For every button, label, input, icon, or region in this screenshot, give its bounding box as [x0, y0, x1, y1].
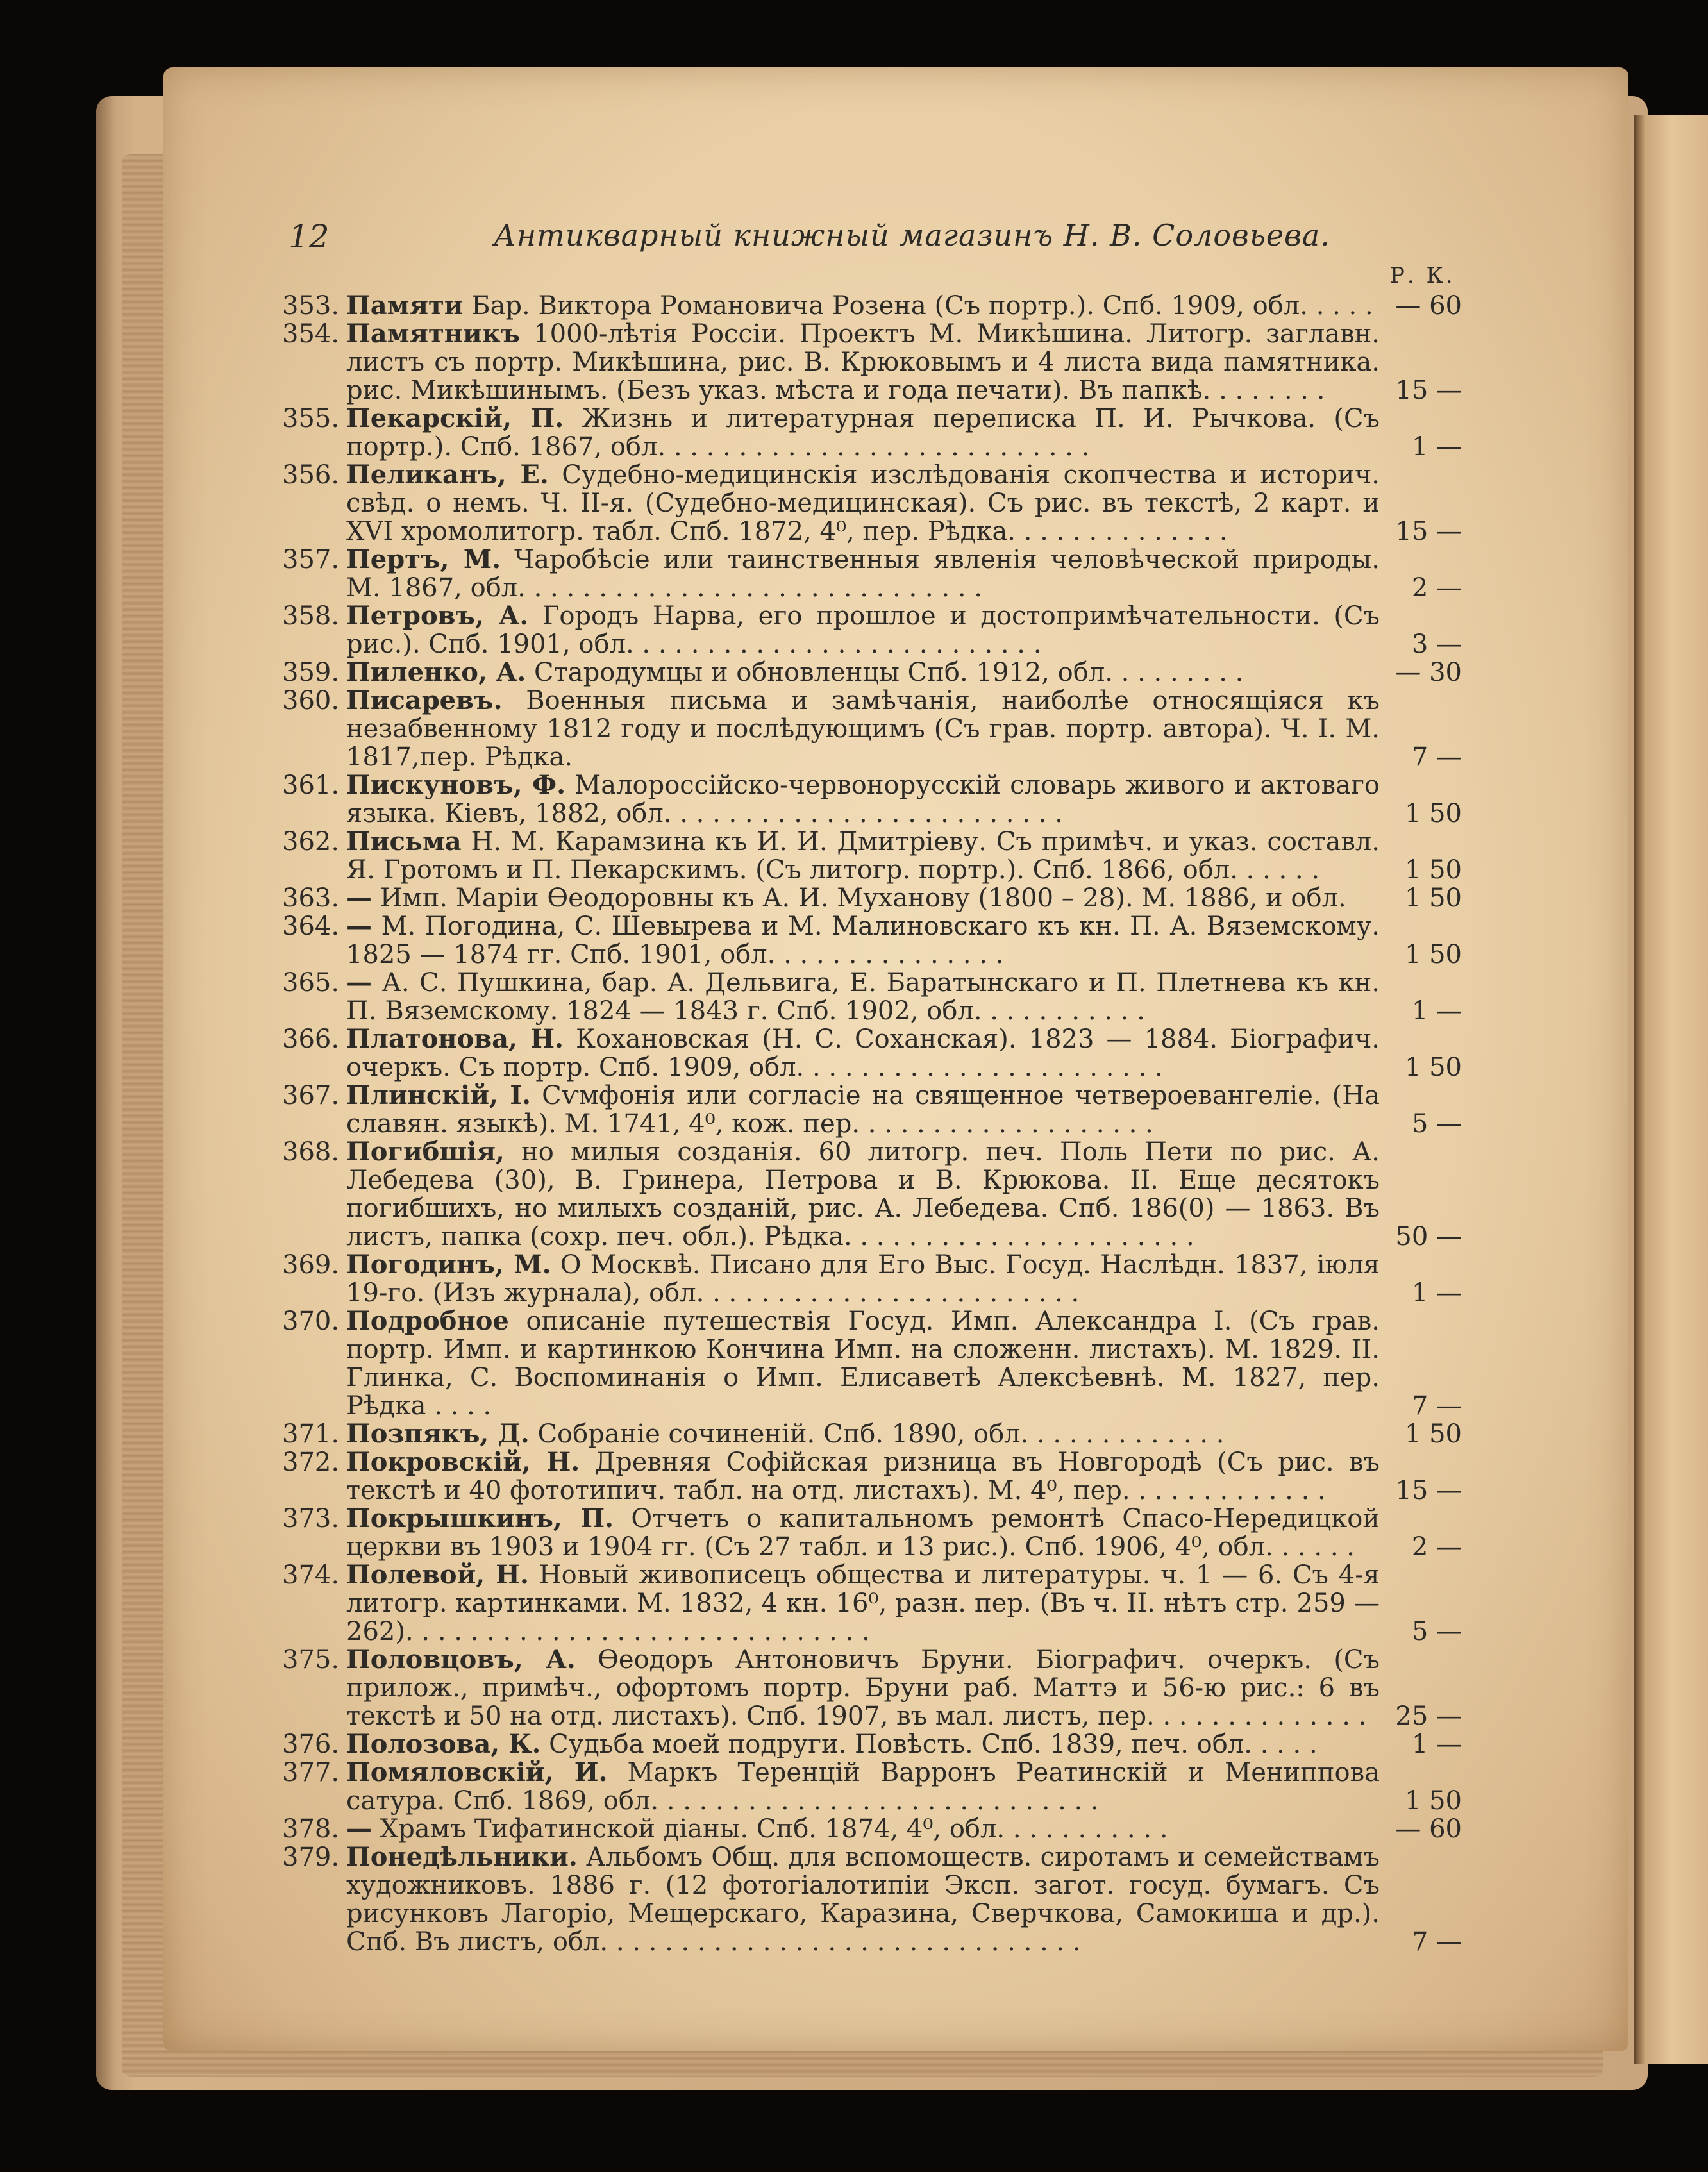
entry-number: 363.	[282, 883, 340, 913]
entry-author: Погодинъ, М.	[346, 1249, 551, 1280]
page-header	[282, 218, 1449, 269]
entry-author: Половцовъ, А.	[346, 1644, 576, 1675]
catalog-entry	[282, 1843, 1462, 1956]
entry-description	[346, 405, 1380, 461]
catalog-entry	[282, 969, 1462, 1025]
entry-author: Пекарскій, П.	[346, 403, 564, 433]
entry-price: 50 —	[1395, 1222, 1462, 1251]
catalog-entry	[282, 1561, 1462, 1646]
catalog-entry	[282, 828, 1462, 884]
entry-price: 1 50	[1404, 855, 1462, 885]
catalog-entry	[282, 602, 1462, 658]
entry-price: 1 50	[1404, 1786, 1462, 1816]
catalog-entry	[282, 1251, 1462, 1307]
entry-text: Чаробѣсіе или таинственныя явленія человѣческой природы. М. 1867, обл. . . . . . . . . . . . . . . . . . . . . . . . . . . . .	[346, 545, 1380, 603]
entry-price: — 60	[1395, 1814, 1462, 1844]
entry-price: 7 —	[1411, 742, 1462, 772]
entry-description	[346, 1843, 1380, 1956]
catalog-entry	[282, 1758, 1462, 1815]
entry-description	[346, 1420, 1380, 1448]
catalog-entry	[282, 658, 1462, 687]
entry-description	[346, 687, 1380, 771]
entry-price: 2 —	[1411, 573, 1462, 603]
entry-text: но милыя созданія. 60 литогр. печ. Поль Пети по рис. А. Лебедева (30), В. Гринера, Петрова и В. Крюкова. II. Еще десятокъ погибшихъ, но милыхъ созданій, рис. А. Лебедева. Спб. 186(0) — 1863. Въ листъ, папка (сохр. печ. обл.). Рѣдка. . . . . . . . . . . . . . . . . . . . . .	[346, 1137, 1380, 1251]
entry-price: 7 —	[1411, 1391, 1462, 1421]
entry-price: 1 —	[1411, 1730, 1462, 1759]
entry-number: 360.	[282, 686, 340, 715]
entry-text: Отчетъ о капитальномъ ремонтѣ Спасо-Нередицкой церкви въ 1903 и 1904 гг. (Съ 27 табл. и 13 рис.). Спб. 1906, 4⁰, обл. . . . . .	[346, 1504, 1380, 1562]
entry-description	[346, 1505, 1380, 1561]
entry-author: Памяти	[346, 290, 464, 321]
catalog-entry	[282, 461, 1462, 546]
entry-number: 371.	[282, 1419, 340, 1449]
entry-text: Судебно-медицинскія изслѣдованія скопчества и историч. свѣд. о немъ. Ч. II-я. (Судебно-медицинская). Съ рис. въ текстѣ, 2 карт. и XVI хромолитогр. табл. Спб. 1872, 4⁰, пер. Рѣдка. . . . . . . . . . . . . .	[346, 460, 1380, 546]
entry-author: Письма	[346, 826, 462, 856]
catalog-entry	[282, 1646, 1462, 1730]
catalog-entry	[282, 1307, 1462, 1420]
entry-price: 15 —	[1395, 517, 1462, 546]
entry-text: Альбомъ Общ. для вспомоществ. сиротамъ и семействамъ художниковъ. 1886 г. (12 фотогіалотипіи Эксп. загот. госуд. бумагъ. Съ рисунковъ Лагоріо, Мещерскаго, Каразина, Сверчкова, Самокиша и др.). Спб. Въ листъ, обл. . . . . . . . . . . . . . . . . . . . . . . . . . . . . .	[346, 1842, 1380, 1957]
entry-number: 356.	[282, 460, 340, 490]
entry-description	[346, 1251, 1380, 1307]
entry-price: 15 —	[1395, 376, 1462, 405]
catalog-entry	[282, 1420, 1462, 1448]
entry-number: 375.	[282, 1645, 340, 1675]
entry-description	[346, 546, 1380, 602]
entry-author: Полевой, Н.	[346, 1560, 529, 1590]
entry-price: 5 —	[1411, 1617, 1462, 1646]
entry-price: 1 —	[1411, 1278, 1462, 1308]
catalog-entry-list	[282, 292, 1462, 1956]
price-column-header: Р. К.	[1390, 263, 1455, 288]
entry-number: 357.	[282, 545, 340, 574]
entry-description	[346, 292, 1380, 320]
entry-author: Погибшія,	[346, 1137, 505, 1167]
entry-text: М. Погодина, С. Шевырева и М. Малиновскаго къ кн. П. А. Вяземскому. 1825 — 1874 гг. Спб. 1901, обл. . . . . . . . . . . . . . .	[346, 912, 1380, 969]
entry-author: Пеликанъ, Е.	[346, 460, 549, 490]
entry-price: 1 50	[1404, 940, 1462, 969]
entry-description	[346, 969, 1380, 1025]
entry-price: — 30	[1395, 658, 1462, 687]
entry-author: Петровъ, А.	[346, 601, 529, 631]
entry-text: Собраніе сочиненій. Спб. 1890, обл. . . . . . . . . . . . .	[529, 1419, 1225, 1449]
entry-text: Храмъ Тифатинской діаны. Спб. 1874, 4⁰, обл. . . . . . . . . . .	[372, 1814, 1168, 1844]
catalog-entry	[282, 1025, 1462, 1082]
entry-price: 1 50	[1404, 1053, 1462, 1082]
catalog-entry	[282, 1138, 1462, 1251]
entry-description	[346, 1307, 1380, 1420]
entry-text: Бар. Виктора Романовича Розена (Съ портр.). Спб. 1909, обл. . . . .	[463, 291, 1373, 321]
entry-number: 374.	[282, 1560, 340, 1590]
entry-number: 373.	[282, 1504, 340, 1533]
entry-author: Понедѣльники.	[346, 1842, 578, 1872]
entry-price: 1 50	[1404, 1419, 1462, 1449]
entry-number: 353.	[282, 291, 340, 321]
catalog-entry	[282, 546, 1462, 602]
entry-number: 377.	[282, 1758, 340, 1787]
entry-number: 369.	[282, 1250, 340, 1280]
entry-number: 358.	[282, 601, 340, 631]
catalog-entry	[282, 884, 1462, 912]
entry-text: Малороссійско-червонорусскій словарь живого и актоваго языка. Кіевъ, 1882, обл. . . . . . . . . . . . . . . . . . . . . . . . .	[346, 771, 1380, 828]
entry-description	[346, 1730, 1380, 1758]
entry-description	[346, 1082, 1380, 1138]
entry-author: Позпякъ, Д.	[346, 1419, 530, 1449]
entry-price: 7 —	[1411, 1927, 1462, 1957]
entry-price: 25 —	[1395, 1701, 1462, 1731]
entry-price: 2 —	[1411, 1532, 1462, 1562]
entry-price: 1 —	[1411, 432, 1462, 462]
catalog-entry	[282, 1082, 1462, 1138]
entry-number: 361.	[282, 771, 340, 800]
entry-author: —	[346, 883, 372, 913]
entry-author: Писаревъ.	[346, 685, 503, 715]
entry-description	[346, 1561, 1380, 1646]
entry-price: 1 50	[1404, 883, 1462, 913]
entry-author: Подробное	[346, 1306, 509, 1336]
entry-text: Имп. Маріи Ѳеодоровны къ А. И. Муханову (1800 – 28). М. 1886, и обл.	[372, 883, 1346, 913]
entry-description	[346, 828, 1380, 884]
entry-price: 5 —	[1411, 1109, 1462, 1139]
entry-description	[346, 1448, 1380, 1505]
entry-number: 364.	[282, 912, 340, 941]
entry-description	[346, 461, 1380, 546]
entry-description	[346, 1815, 1380, 1843]
catalog-entry	[282, 1505, 1462, 1561]
catalog-entry	[282, 320, 1462, 405]
entry-author: —	[346, 967, 372, 998]
entry-description	[346, 1758, 1380, 1815]
running-title: Антикварный книжный магазинъ Н. В. Соловьева.	[494, 218, 1330, 253]
entry-number: 359.	[282, 658, 340, 687]
page-number: 12	[289, 218, 330, 255]
entry-author: Пиленко, А.	[346, 657, 526, 687]
entry-description	[346, 771, 1380, 828]
entry-number: 372.	[282, 1448, 340, 1477]
entry-text: Новый живописецъ общества и литературы. ч. 1 — 6. Съ 4-я литогр. картинками. М. 1832, 4 кн. 16⁰, разн. пер. (Въ ч. II. нѣтъ стр. 259 — 262). . . . . . . . . . . . . . . . . . . . . . . . . . . . .	[346, 1560, 1380, 1646]
entry-text: О Москвѣ. Писано для Его Выс. Госуд. Наслѣдн. 1837, іюля 19-го. (Изъ журнала), обл. . . . . . . . . . . . . . . . . . . . . . . .	[346, 1250, 1380, 1308]
entry-number: 378.	[282, 1814, 340, 1844]
entry-price: 1 50	[1404, 799, 1462, 828]
entry-text: Древняя Софійская ризница въ Новгородѣ (Съ рис. въ текстѣ и 40 фототипич. табл. на отд. листахъ). М. 4⁰, пер. . . . . . . . . . . . .	[346, 1448, 1380, 1505]
entry-number: 379.	[282, 1842, 340, 1872]
entry-text: Стародумцы и обновленцы Спб. 1912, обл. . . . . . . . .	[526, 658, 1244, 687]
entry-text: Кохановская (Н. С. Соханская). 1823 — 1884. Біографич. очеркъ. Съ портр. Спб. 1909, обл. . . . . . . . . . . . . . . . . . . . . . .	[346, 1024, 1380, 1082]
entry-author: Полозова, К.	[346, 1729, 541, 1759]
entry-description	[346, 1646, 1380, 1730]
entry-author: Покрышкинъ, П.	[346, 1503, 614, 1533]
entry-author: Пискуновъ, Ф.	[346, 770, 566, 800]
entry-price: — 60	[1395, 291, 1462, 321]
entry-author: —	[346, 911, 372, 941]
entry-description	[346, 658, 1380, 687]
entry-description	[346, 320, 1380, 405]
entry-description	[346, 912, 1380, 969]
entry-number: 368.	[282, 1137, 340, 1167]
entry-number: 376.	[282, 1730, 340, 1759]
entry-description	[346, 602, 1380, 658]
entry-text: Военныя письма и замѣчанія, наиболѣе относящіяся къ незабвенному 1812 году и послѣдующимъ (Съ грав. портр. автора). Ч. I. М. 1817,пер. Рѣдка.	[346, 686, 1380, 772]
entry-description	[346, 1138, 1380, 1251]
entry-text: Городъ Нарва, его прошлое и достопримѣчательности. (Съ рис.). Спб. 1901, обл. . . . . . . . . . . . . . . . . . . . . . . . . .	[346, 601, 1380, 659]
entry-text: Сѵмфонія или согласіе на священное четвероевангеліе. (На славян. языкѣ). М. 1741, 4⁰, кож. пер. . . . . . . . . . . . . . . . . . .	[346, 1081, 1380, 1139]
catalog-entry	[282, 1815, 1462, 1843]
entry-text: Ѳеодоръ Антоновичъ Бруни. Біографич. очеркъ. (Съ прилож., примѣч., офортомъ портр. Бруни раб. Маттэ и 56-ю рис.: 6 въ текстѣ и 50 на отд. листахъ). Спб. 1907, въ мал. листъ, пер. . . . . . . . . . . . . .	[346, 1645, 1380, 1731]
entry-author: Помяловскій, И.	[346, 1757, 608, 1787]
entry-price: 1 —	[1411, 996, 1462, 1026]
entry-text: Жизнь и литературная переписка П. И. Рычкова. (Съ портр.). Спб. 1867, обл. . . . . . . . . . . . . . . . . . . . . . . . . . .	[346, 404, 1380, 462]
catalog-entry	[282, 771, 1462, 828]
entry-number: 362.	[282, 827, 340, 856]
entry-description	[346, 1025, 1380, 1082]
entry-price: 3 —	[1411, 630, 1462, 659]
entry-text: описаніе путешествія Госуд. Имп. Александра I. (Съ грав. портр. Имп. и картинкою Кончина Имп. на сложенн. листахъ). М. 1829. II. Глинка, С. Воспоминанія о Имп. Елисаветѣ Алексѣевнѣ. М. 1827, пер. Рѣдка . . . .	[346, 1307, 1380, 1421]
entry-number: 370.	[282, 1307, 340, 1336]
catalog-entry	[282, 405, 1462, 461]
entry-number: 354.	[282, 319, 340, 349]
facing-page-edge	[1634, 115, 1708, 2064]
entry-author: Покровскій, Н.	[346, 1447, 580, 1477]
entry-number: 366.	[282, 1024, 340, 1054]
entry-author: Плинскій, I.	[346, 1080, 531, 1110]
catalog-entry	[282, 1448, 1462, 1505]
entry-text: А. С. Пушкина, бар. А. Дельвига, Е. Баратынскаго и П. Плетнева къ кн. П. Вяземскому. 1824 — 1843 г. Спб. 1902, обл. . . . . . . . . . .	[346, 968, 1380, 1026]
catalog-entry	[282, 292, 1462, 320]
entry-price: 15 —	[1395, 1476, 1462, 1505]
entry-number: 365.	[282, 968, 340, 998]
catalog-entry	[282, 912, 1462, 969]
entry-description	[346, 884, 1380, 912]
entry-text: Н. М. Карамзина къ И. И. Дмитріеву. Съ примѣч. и указ. составл. Я. Гротомъ и П. Пекарскимъ. (Съ литогр. портр.). Спб. 1866, обл. . . . . .	[346, 827, 1380, 885]
entry-text: 1000-лѣтія Россіи. Проектъ М. Микѣшина. Литогр. заглавн. листъ съ портр. Микѣшина, рис. В. Крюковымъ и 4 листа вида памятника. рис. Микѣшинымъ. (Безъ указ. мѣста и года печати). Въ папкѣ. . . . . . . .	[346, 319, 1380, 405]
entry-author: Платонова, Н.	[346, 1024, 564, 1054]
entry-author: Памятникъ	[346, 319, 521, 349]
entry-number: 367.	[282, 1081, 340, 1110]
entry-text: Маркъ Теренцій Варронъ Реатинскій и Мениппова сатура. Спб. 1869, обл. . . . . . . . . . . . . . . . . . . . . . . . . . . .	[346, 1758, 1380, 1816]
catalog-entry	[282, 687, 1462, 771]
entry-text: Судьба моей подруги. Повѣсть. Спб. 1839, печ. обл. . . . .	[540, 1730, 1318, 1759]
entry-author: —	[346, 1814, 372, 1844]
entry-number: 355.	[282, 404, 340, 433]
entry-author: Пертъ, М.	[346, 544, 501, 574]
catalog-entry	[282, 1730, 1462, 1758]
